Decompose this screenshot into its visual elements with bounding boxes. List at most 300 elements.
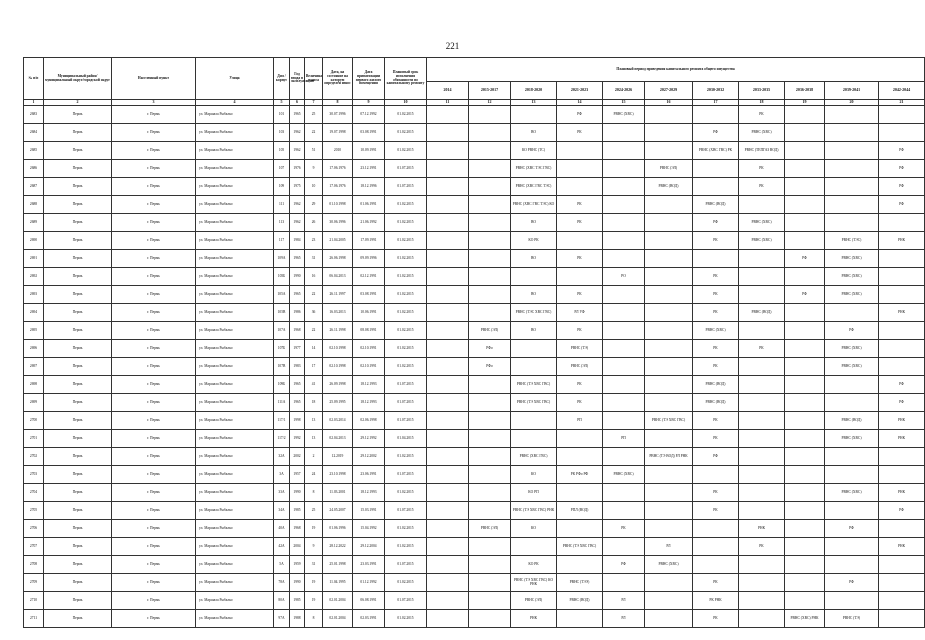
table-cell bbox=[427, 358, 469, 376]
table-cell: 1965 bbox=[290, 106, 305, 124]
table-cell: Пермь bbox=[44, 142, 112, 160]
table-cell: ул. Маршала Рыбалко bbox=[196, 430, 274, 448]
table-cell: г. Пермь bbox=[112, 268, 196, 286]
table-cell: 09.09.1996 bbox=[353, 250, 385, 268]
column-number: 11 bbox=[427, 100, 469, 106]
table-cell bbox=[603, 484, 645, 502]
table-cell: 11.03.2001 bbox=[323, 484, 353, 502]
table-cell: 2694 bbox=[24, 304, 44, 322]
table-cell: РК bbox=[693, 502, 739, 520]
table-cell: ул. Маршала Рыбалко bbox=[196, 466, 274, 484]
header-district: Муниципальный район/ муниципальный округ/городской округ bbox=[44, 58, 112, 100]
table-cell: 2700 bbox=[24, 412, 44, 430]
table-cell: Пермь bbox=[44, 430, 112, 448]
table-cell bbox=[879, 214, 925, 232]
table-cell bbox=[739, 196, 785, 214]
table-cell: 97А bbox=[274, 610, 290, 628]
table-cell: РФо bbox=[469, 358, 511, 376]
table-cell: 23.10.1998 bbox=[323, 466, 353, 484]
table-cell bbox=[739, 430, 785, 448]
table-cell: 07.12.1992 bbox=[353, 106, 385, 124]
table-cell: РК РНК bbox=[693, 592, 739, 610]
table-cell bbox=[785, 502, 825, 520]
table-cell: РК bbox=[739, 160, 785, 178]
table-cell bbox=[603, 340, 645, 358]
column-number: 6 bbox=[290, 100, 305, 106]
table-cell: 2692 bbox=[24, 268, 44, 286]
table-cell: 1990 bbox=[290, 484, 305, 502]
table-cell: 13 bbox=[305, 412, 323, 430]
table-cell: ул. Маршала Рыбалко bbox=[196, 358, 274, 376]
table-cell bbox=[427, 610, 469, 628]
table-cell: 2002 bbox=[290, 448, 305, 466]
table-cell bbox=[427, 394, 469, 412]
table-row bbox=[24, 520, 925, 538]
table-cell bbox=[427, 466, 469, 484]
table-cell: РФ bbox=[879, 502, 925, 520]
header-year-built: Год ввода в эксплуатацию bbox=[290, 58, 305, 100]
table-row bbox=[24, 124, 925, 142]
table-cell: г. Пермь bbox=[112, 592, 196, 610]
table-cell: РВНС (ХВС) bbox=[739, 124, 785, 142]
table-cell: 107 bbox=[274, 160, 290, 178]
table-cell: РФ bbox=[879, 142, 925, 160]
table-cell: РВНС (ЭЛ) bbox=[511, 592, 557, 610]
table-cell: Пермь bbox=[44, 574, 112, 592]
table-cell: 02.10.1991 bbox=[353, 358, 385, 376]
table-cell: 2004 bbox=[290, 538, 305, 556]
table-cell: РВНС (ТЭ ВОД) РЛ РНК bbox=[645, 448, 693, 466]
table-cell: 17.09.1991 bbox=[353, 232, 385, 250]
table-cell: г. Пермь bbox=[112, 520, 196, 538]
table-cell: ул. Маршала Рыбалко bbox=[196, 214, 274, 232]
table-cell: РФ bbox=[693, 448, 739, 466]
table-cell bbox=[879, 250, 925, 268]
table-cell bbox=[645, 520, 693, 538]
table-cell bbox=[645, 196, 693, 214]
table-cell: 2699 bbox=[24, 394, 44, 412]
table-cell: РК bbox=[739, 106, 785, 124]
table-row bbox=[24, 556, 925, 574]
table-row bbox=[24, 196, 925, 214]
table-cell: 113 bbox=[274, 214, 290, 232]
table-cell: 109 bbox=[274, 178, 290, 196]
table-cell: 2691 bbox=[24, 250, 44, 268]
table-row bbox=[24, 394, 925, 412]
table-cell bbox=[785, 556, 825, 574]
table-cell: КО РК bbox=[511, 232, 557, 250]
table-cell: РВНС (ХВС) bbox=[693, 322, 739, 340]
table-cell bbox=[427, 232, 469, 250]
table-cell: РК bbox=[693, 430, 739, 448]
table-cell: 1985 bbox=[290, 502, 305, 520]
table-cell: 101 bbox=[274, 106, 290, 124]
table-cell: г. Пермь bbox=[112, 106, 196, 124]
table-cell: ул. Маршала Рыбалко bbox=[196, 556, 274, 574]
table-cell bbox=[603, 250, 645, 268]
table-cell: ул. Маршала Рыбалко bbox=[196, 610, 274, 628]
table-cell bbox=[879, 358, 925, 376]
table-cell: Пермь bbox=[44, 286, 112, 304]
table-cell: РВНС (ЭЛ) bbox=[469, 322, 511, 340]
table-cell: 105В bbox=[274, 304, 290, 322]
table-cell bbox=[785, 268, 825, 286]
table-cell: 21.06.1992 bbox=[353, 214, 385, 232]
table-cell bbox=[557, 142, 603, 160]
table-cell: РФ bbox=[825, 574, 879, 592]
table-cell bbox=[469, 106, 511, 124]
table-cell: Пермь bbox=[44, 412, 112, 430]
table-cell: 02.03.2014 bbox=[323, 412, 353, 430]
table-cell: 01.02.2015 bbox=[385, 196, 427, 214]
table-cell bbox=[739, 358, 785, 376]
table-cell: 03.08.1991 bbox=[353, 286, 385, 304]
table-cell bbox=[785, 394, 825, 412]
table-cell: г. Пермь bbox=[112, 124, 196, 142]
table-cell: ул. Маршала Рыбалко bbox=[196, 322, 274, 340]
table-cell: 01.12.1992 bbox=[353, 574, 385, 592]
table-cell bbox=[469, 448, 511, 466]
table-cell: 01.07.2015 bbox=[385, 502, 427, 520]
table-row bbox=[24, 466, 925, 484]
table-cell: 26.11.1997 bbox=[323, 286, 353, 304]
table-cell: 13 bbox=[305, 430, 323, 448]
table-cell bbox=[603, 160, 645, 178]
header-period: 2014 bbox=[427, 82, 469, 100]
table-cell: 01.06.1991 bbox=[353, 196, 385, 214]
table-cell: 15.03.1991 bbox=[353, 502, 385, 520]
table-cell bbox=[785, 520, 825, 538]
table-cell: 42А bbox=[274, 538, 290, 556]
table-cell: РНК bbox=[739, 520, 785, 538]
table-cell bbox=[645, 124, 693, 142]
table-cell bbox=[825, 142, 879, 160]
table-cell: 9 bbox=[305, 160, 323, 178]
table-cell: 1988 bbox=[290, 610, 305, 628]
table-cell bbox=[645, 232, 693, 250]
table-cell: ВО bbox=[511, 214, 557, 232]
table-cell bbox=[469, 430, 511, 448]
table-cell: КО bbox=[511, 466, 557, 484]
table-cell bbox=[427, 268, 469, 286]
table-cell bbox=[645, 304, 693, 322]
table-row bbox=[24, 250, 925, 268]
table-cell: РВНС (ХВС) bbox=[603, 106, 645, 124]
table-cell: ул. Маршала Рыбалко bbox=[196, 448, 274, 466]
table-cell: Пермь bbox=[44, 268, 112, 286]
table-cell bbox=[645, 610, 693, 628]
header-period: 2018-2020 bbox=[511, 82, 557, 100]
table-cell: 1965 bbox=[290, 376, 305, 394]
table-row bbox=[24, 430, 925, 448]
table-cell bbox=[825, 376, 879, 394]
table-cell bbox=[825, 124, 879, 142]
table-cell: 78А bbox=[274, 574, 290, 592]
table-cell bbox=[879, 268, 925, 286]
table-row bbox=[24, 592, 925, 610]
table-cell bbox=[469, 196, 511, 214]
column-number: 14 bbox=[557, 100, 603, 106]
table-cell bbox=[739, 592, 785, 610]
column-number: 16 bbox=[645, 100, 693, 106]
table-cell: РФ bbox=[879, 178, 925, 196]
table-cell bbox=[427, 592, 469, 610]
table-cell: РК bbox=[557, 250, 603, 268]
table-cell bbox=[645, 286, 693, 304]
table-cell: 19.07.1998 bbox=[323, 124, 353, 142]
table-cell bbox=[469, 466, 511, 484]
table-cell: РВНС (ТЭ) bbox=[825, 610, 879, 628]
table-cell: г. Пермь bbox=[112, 502, 196, 520]
table-cell: 21.04.2005 bbox=[323, 232, 353, 250]
table-cell bbox=[427, 430, 469, 448]
table-cell: 17.06.1976 bbox=[323, 160, 353, 178]
table-cell: 01.07.2015 bbox=[385, 556, 427, 574]
table-cell: Пермь bbox=[44, 322, 112, 340]
table-cell bbox=[645, 574, 693, 592]
table-cell: 2706 bbox=[24, 520, 44, 538]
header-locality: Населенный пункт bbox=[112, 58, 196, 100]
table-cell: РНК bbox=[879, 232, 925, 250]
table-cell: РК bbox=[693, 268, 739, 286]
table-row bbox=[24, 412, 925, 430]
table-cell: 36 bbox=[305, 304, 323, 322]
table-cell bbox=[427, 556, 469, 574]
table-cell bbox=[557, 160, 603, 178]
table-cell bbox=[785, 304, 825, 322]
table-cell: РФ bbox=[825, 520, 879, 538]
table-cell bbox=[739, 556, 785, 574]
table-cell: 2010 bbox=[323, 142, 353, 160]
table-cell bbox=[469, 268, 511, 286]
table-cell bbox=[739, 412, 785, 430]
header-house: Дом / корпус bbox=[274, 58, 290, 100]
table-cell: РВНС (ХВС) bbox=[825, 268, 879, 286]
table-cell: г. Пермь bbox=[112, 160, 196, 178]
table-cell: РВНС (ВОД) bbox=[693, 376, 739, 394]
table-cell: г. Пермь bbox=[112, 196, 196, 214]
table-cell: 01.02.2015 bbox=[385, 304, 427, 322]
table-cell bbox=[785, 142, 825, 160]
table-cell: 18.12.1993 bbox=[353, 484, 385, 502]
table-cell bbox=[785, 124, 825, 142]
table-cell: Пермь bbox=[44, 592, 112, 610]
table-cell: ул. Маршала Рыбалко bbox=[196, 232, 274, 250]
table-cell: 02.12.1991 bbox=[353, 268, 385, 286]
table-cell: 2 bbox=[305, 448, 323, 466]
table-cell: 1965 bbox=[290, 394, 305, 412]
table-cell: РЛ bbox=[603, 610, 645, 628]
table-cell: РНК bbox=[879, 484, 925, 502]
table-cell bbox=[469, 574, 511, 592]
table-cell: РЛ bbox=[603, 592, 645, 610]
table-cell: 01.02.2015 bbox=[385, 214, 427, 232]
table-cell: 01.02.2015 bbox=[385, 106, 427, 124]
table-cell: 1957 bbox=[290, 466, 305, 484]
table-cell: РВНС (ХВС) bbox=[825, 250, 879, 268]
table-cell: 08.08.1991 bbox=[353, 322, 385, 340]
table-cell: 1975 bbox=[290, 178, 305, 196]
table-cell bbox=[557, 610, 603, 628]
table-cell bbox=[603, 232, 645, 250]
table-cell bbox=[469, 232, 511, 250]
table-cell: ул. Маршала Рыбалко bbox=[196, 538, 274, 556]
table-cell: ул. Маршала Рыбалко bbox=[196, 502, 274, 520]
table-cell: Пермь bbox=[44, 250, 112, 268]
table-cell: 2690 bbox=[24, 232, 44, 250]
table-cell bbox=[879, 610, 925, 628]
table-cell: РК bbox=[557, 322, 603, 340]
table-cell: ул. Маршала Рыбалко bbox=[196, 592, 274, 610]
table-cell bbox=[603, 574, 645, 592]
table-cell bbox=[739, 268, 785, 286]
table-cell bbox=[603, 448, 645, 466]
table-cell: РВНС (ЭЛ) bbox=[469, 520, 511, 538]
table-cell: 30.06.1996 bbox=[323, 214, 353, 232]
table-cell: 2701 bbox=[24, 430, 44, 448]
table-cell bbox=[785, 340, 825, 358]
table-cell bbox=[879, 574, 925, 592]
table-cell: 01.07.2015 bbox=[385, 466, 427, 484]
table-cell: РНК bbox=[879, 304, 925, 322]
table-cell: РФ bbox=[603, 556, 645, 574]
table-cell: Пермь bbox=[44, 520, 112, 538]
table-cell: 2707 bbox=[24, 538, 44, 556]
table-cell bbox=[693, 178, 739, 196]
table-cell bbox=[879, 556, 925, 574]
table-cell: 19 bbox=[305, 520, 323, 538]
table-cell: РК bbox=[557, 214, 603, 232]
table-cell: РВНС (ХВС) bbox=[603, 466, 645, 484]
table-row bbox=[24, 484, 925, 502]
table-cell: 1990 bbox=[290, 268, 305, 286]
table-cell: 1986 bbox=[290, 304, 305, 322]
table-cell: 8 bbox=[305, 484, 323, 502]
table-cell: 1985 bbox=[290, 592, 305, 610]
table-cell bbox=[645, 502, 693, 520]
table-cell: Пермь bbox=[44, 178, 112, 196]
table-cell bbox=[427, 412, 469, 430]
table-cell: 2683 bbox=[24, 106, 44, 124]
table-cell: РНК bbox=[511, 610, 557, 628]
table-cell bbox=[603, 124, 645, 142]
table-row bbox=[24, 574, 925, 592]
table-cell: 24.05.2007 bbox=[323, 502, 353, 520]
table-cell: Пермь bbox=[44, 394, 112, 412]
table-cell bbox=[603, 286, 645, 304]
table-cell: РФ bbox=[785, 286, 825, 304]
table-cell bbox=[427, 124, 469, 142]
table-cell bbox=[427, 502, 469, 520]
table-cell bbox=[785, 538, 825, 556]
table-cell: г. Пермь bbox=[112, 178, 196, 196]
table-cell bbox=[739, 286, 785, 304]
table-cell: 23.03.1991 bbox=[353, 556, 385, 574]
table-cell: РК bbox=[693, 610, 739, 628]
table-cell: Пермь bbox=[44, 358, 112, 376]
table-cell bbox=[557, 448, 603, 466]
table-cell bbox=[469, 502, 511, 520]
table-cell: 8 bbox=[305, 610, 323, 628]
table-cell bbox=[511, 358, 557, 376]
table-cell bbox=[785, 592, 825, 610]
table-cell: РК bbox=[693, 340, 739, 358]
table-cell: г. Пермь bbox=[112, 304, 196, 322]
table-cell: 2693 bbox=[24, 286, 44, 304]
table-cell: 22 bbox=[305, 322, 323, 340]
table-cell bbox=[603, 142, 645, 160]
table-cell: 01.02.2015 bbox=[385, 124, 427, 142]
table-cell bbox=[469, 610, 511, 628]
table-cell: г. Пермь bbox=[112, 466, 196, 484]
table-cell: 18.12.1993 bbox=[353, 376, 385, 394]
table-row bbox=[24, 502, 925, 520]
table-cell: КО РВНС (ТС) bbox=[511, 142, 557, 160]
table-cell bbox=[427, 250, 469, 268]
table-cell bbox=[469, 556, 511, 574]
column-number: 10 bbox=[385, 100, 427, 106]
table-cell bbox=[645, 376, 693, 394]
table-cell: 01.06.1996 bbox=[323, 520, 353, 538]
table-cell: 12.2019 bbox=[323, 448, 353, 466]
table-cell bbox=[739, 250, 785, 268]
table-cell bbox=[785, 178, 825, 196]
table-cell bbox=[785, 484, 825, 502]
table-cell: ул. Маршала Рыбалко bbox=[196, 412, 274, 430]
table-cell: 02.04.2013 bbox=[323, 430, 353, 448]
table-cell bbox=[557, 484, 603, 502]
table-cell: 2695 bbox=[24, 322, 44, 340]
table-cell: 19 bbox=[305, 574, 323, 592]
table-cell: 22 bbox=[305, 286, 323, 304]
table-cell: РВНС (ХВС) bbox=[825, 286, 879, 304]
column-number: 17 bbox=[693, 100, 739, 106]
table-cell: Пермь bbox=[44, 502, 112, 520]
column-number: 3 bbox=[112, 100, 196, 106]
header-period: 2024-2026 bbox=[603, 82, 645, 100]
table-cell: 18.12.1993 bbox=[353, 394, 385, 412]
table-cell bbox=[469, 376, 511, 394]
table-cell bbox=[785, 430, 825, 448]
table-cell: РК bbox=[693, 232, 739, 250]
table-cell: 10.06.1991 bbox=[353, 304, 385, 322]
table-cell: 16 bbox=[305, 268, 323, 286]
table-cell: 23.06.1991 bbox=[353, 466, 385, 484]
table-cell: РВНС (ВОД) bbox=[693, 394, 739, 412]
table-cell bbox=[739, 484, 785, 502]
table-cell bbox=[785, 322, 825, 340]
table-cell: РВНС (ТЕПГАЗ ВОД) bbox=[739, 142, 785, 160]
table-cell: 1990 bbox=[290, 574, 305, 592]
table-cell bbox=[825, 592, 879, 610]
table-cell: ул. Маршала Рыбалко bbox=[196, 376, 274, 394]
table-cell: ул. Маршала Рыбалко bbox=[196, 196, 274, 214]
table-cell bbox=[785, 160, 825, 178]
table-cell bbox=[469, 142, 511, 160]
table-cell bbox=[557, 178, 603, 196]
table-cell: 1968 bbox=[290, 520, 305, 538]
table-cell: ВО bbox=[511, 286, 557, 304]
table-cell: 9 bbox=[305, 538, 323, 556]
header-wear: Величина износа bbox=[305, 58, 323, 100]
table-cell: Пермь bbox=[44, 448, 112, 466]
header-period: 2033-2035 bbox=[739, 82, 785, 100]
table-cell: 01.02.2015 bbox=[385, 520, 427, 538]
table-cell bbox=[557, 520, 603, 538]
table-cell bbox=[469, 250, 511, 268]
table-cell: Пермь bbox=[44, 340, 112, 358]
header-wear-date: Дата, на состояние на которую определен износ bbox=[323, 58, 353, 100]
